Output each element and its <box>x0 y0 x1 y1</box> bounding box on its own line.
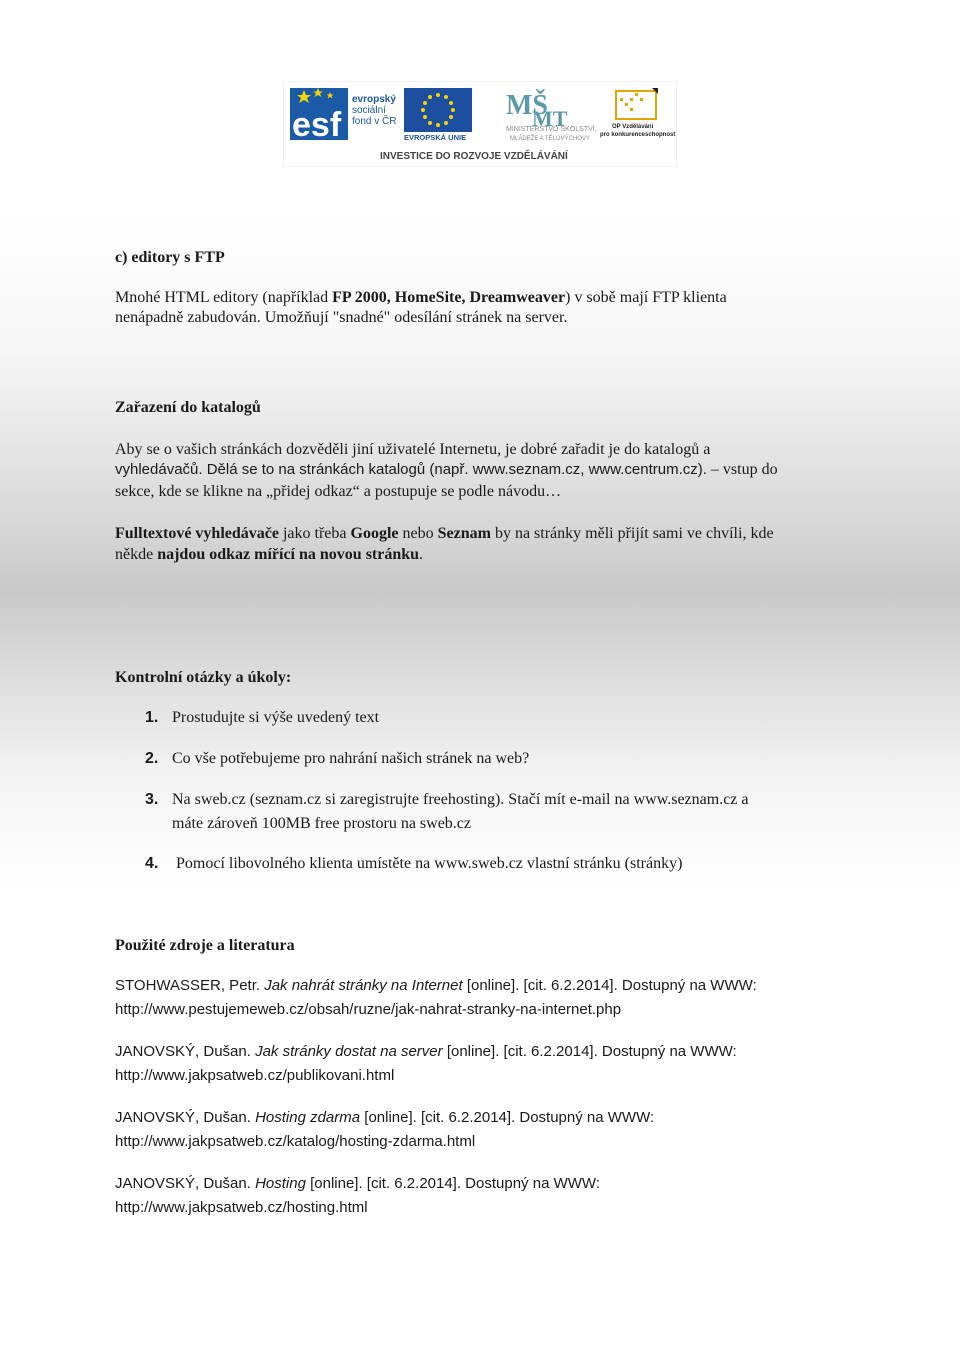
logo-graphics <box>284 82 676 166</box>
reference-item-1 <box>115 974 855 1022</box>
esf-line2: sociální <box>352 105 386 116</box>
question-number: 4. <box>145 855 159 872</box>
logo-banner-text: INVESTICE DO ROZVOJE VZDĚLÁVÁNÍ <box>380 151 568 162</box>
text-run: jako třeba <box>278 525 351 542</box>
section-c-title: c) editory s FTP <box>115 249 225 266</box>
reference-item-4 <box>115 1172 855 1220</box>
esf-line3: fond v ČR <box>352 116 397 127</box>
text-run: Mnohé HTML editory (například <box>115 289 333 306</box>
question-item-3 <box>145 788 855 836</box>
eu-label: EVROPSKÁ UNIE <box>404 133 467 142</box>
reference-author: JANOVSKÝ, Dušan. <box>115 1109 256 1126</box>
esf-logo <box>290 88 396 144</box>
fulltext-line2 <box>115 545 855 565</box>
header-logo-bar <box>284 82 676 166</box>
reference-url: http://www.jakpsatweb.cz/katalog/hosting-zdarma.html <box>115 1133 476 1150</box>
catalog-line2 <box>115 460 855 480</box>
catalog-title: Zařazení do katalogů <box>115 399 261 416</box>
question-text-cont: máte zároveň 100MB free prostoru na sweb.cz <box>172 815 471 832</box>
op-logo <box>600 88 675 138</box>
text-run: by na stránky měli přijít sami ve chvíli, kde <box>490 525 774 542</box>
reference-author: JANOVSKÝ, Dušan. <box>115 1043 256 1060</box>
reference-url: http://www.jakpsatweb.cz/hosting.html <box>115 1199 368 1216</box>
question-text: Co vše potřebujeme pro nahrání našich stránek na web? <box>172 750 530 767</box>
reference-title: Jak nahrát stránky na Internet <box>264 977 463 994</box>
text-run: někde <box>115 546 158 563</box>
bold-editors: FP 2000, HomeSite, Dreamweaver <box>332 289 566 306</box>
text-run: nebo <box>398 525 438 542</box>
msmt-line2: MLÁDEŽE A TĚLOVÝCHOVY <box>510 136 590 142</box>
question-number: 1. <box>145 709 159 726</box>
reference-rest: [online]. [cit. 6.2.2014]. Dostupný na WWW: <box>442 1043 737 1060</box>
text-run: – vstup do <box>706 461 778 478</box>
text-run: vyhledávačů. Dělá se to na stránkách katalogů (např. www.seznam.cz, www.centrum.cz). <box>115 461 707 478</box>
reference-item-2 <box>115 1040 855 1088</box>
bold-run: Seznam <box>437 525 491 542</box>
bold-run: Fulltextové vyhledávače <box>115 525 279 542</box>
reference-rest: [online]. [cit. 6.2.2014]. Dostupný na WWW: <box>360 1109 655 1126</box>
svg-text:esf: esf <box>292 106 342 144</box>
section-c-paragraph-line1 <box>115 288 855 308</box>
questions-title: Kontrolní otázky a úkoly: <box>115 669 292 686</box>
reference-rest: [online]. [cit. 6.2.2014]. Dostupný na WWW: <box>305 1175 600 1192</box>
reference-author: JANOVSKÝ, Dušan. <box>115 1175 256 1192</box>
svg-text:MŠ: MŠ <box>506 90 548 121</box>
svg-text:MT: MT <box>532 106 568 131</box>
catalog-line1: Aby se o vašich stránkách dozvěděli jiní uživatelé Internetu, je dobré zařadit je do katalogů a <box>115 441 711 458</box>
text-run: ) v sobě mají FTP klienta <box>565 289 727 306</box>
reference-rest: [online]. [cit. 6.2.2014]. Dostupný na WWW: <box>462 977 757 994</box>
references-title: Použité zdroje a literatura <box>115 937 295 954</box>
reference-citation <box>115 1106 855 1130</box>
question-number: 2. <box>145 750 159 767</box>
msmt-logo <box>506 90 597 142</box>
question-text: Na sweb.cz (seznam.cz si zaregistrujte freehosting). Stačí mít e-mail na www.seznam.cz a <box>172 791 749 808</box>
question-number: 3. <box>145 791 159 808</box>
reference-url: http://www.pestujemeweb.cz/obsah/ruzne/jak-nahrat-stranky-na-internet.php <box>115 1001 622 1018</box>
eu-flag-logo <box>404 88 472 142</box>
reference-url: http://www.jakpsatweb.cz/publikovani.html <box>115 1067 395 1084</box>
reference-title: Hosting <box>255 1175 306 1192</box>
reference-item-3 <box>115 1106 855 1154</box>
op-line1: OP Vzdělávání <box>612 124 654 130</box>
question-text: Prostudujte si výše uvedený text <box>172 709 380 726</box>
bold-run: Google <box>350 525 399 542</box>
question-text: Pomocí libovolného klienta umístěte na www.sweb.cz vlastní stránku (stránky) <box>172 855 683 872</box>
reference-citation <box>115 1040 855 1064</box>
bold-run: najdou odkaz mířící na novou stránku <box>157 546 420 563</box>
fulltext-line1 <box>115 524 855 544</box>
catalog-line3: sekce, kde se klikne na „přidej odkaz“ a postupuje se podle návodu… <box>115 483 562 500</box>
reference-citation <box>115 974 855 998</box>
reference-title: Hosting zdarma <box>255 1109 361 1126</box>
esf-line1: evropský <box>352 94 396 105</box>
text-run: . <box>419 546 424 563</box>
reference-title: Jak stránky dostat na server <box>255 1043 443 1060</box>
section-c-paragraph-line2: nenápadně zabudován. Umožňují "snadné" odesílání stránek na server. <box>115 309 568 326</box>
reference-citation <box>115 1172 855 1196</box>
msmt-line1: MINISTERSTVO ŠKOLSTVÍ, <box>506 126 597 133</box>
op-line2: pro konkurenceschopnost <box>600 132 676 138</box>
reference-author: STOHWASSER, Petr. <box>115 977 265 994</box>
